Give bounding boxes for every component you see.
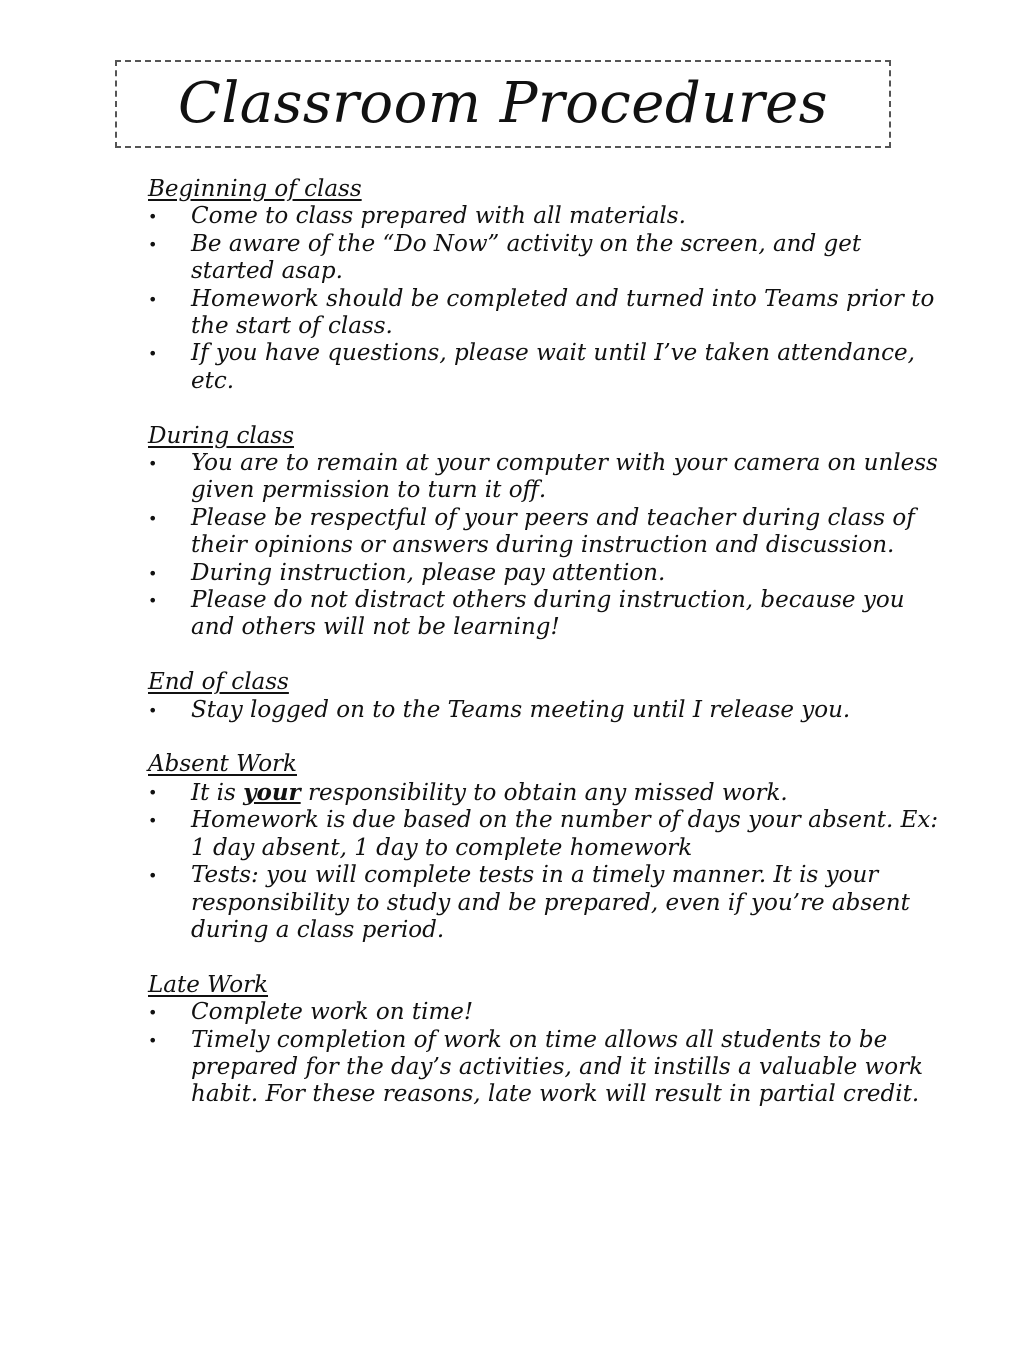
list-item — [148, 697, 951, 724]
bullet-icon: • — [148, 563, 158, 583]
section-end-of-class — [148, 669, 948, 724]
list-item — [148, 779, 951, 807]
item-text: Tests: you will complete tests in a timely manner. It is your responsibility to study and be prepared, even if you’re absent during a class period. — [191, 862, 910, 943]
item-text: Stay logged on to the Teams meeting until I release you. — [191, 696, 851, 723]
page-title: Classroom Procedures — [178, 71, 828, 136]
list-item — [148, 203, 951, 230]
section-during-class — [148, 423, 948, 642]
item-text: You are to remain at your computer with your camera on unless given permission to turn it off. — [191, 450, 938, 504]
item-list — [148, 779, 948, 944]
item-text: Come to class prepared with all materials. — [191, 203, 686, 230]
bullet-icon: • — [148, 508, 158, 528]
bullet-icon: • — [148, 1003, 158, 1023]
item-list — [148, 203, 948, 395]
item-list — [148, 450, 948, 642]
item-list — [148, 999, 948, 1109]
bullet-icon: • — [148, 454, 158, 474]
item-text: Homework is due based on the number of days your absent. Ex: 1 day absent, 1 day to complete homework — [191, 807, 939, 861]
list-item — [148, 1027, 951, 1109]
section-heading: End of class — [148, 669, 289, 696]
item-text: Please do not distract others during instruction, because you and others will not be learning! — [191, 587, 905, 641]
list-item — [148, 231, 951, 286]
section-heading: Late Work — [148, 971, 269, 998]
section-absent-work — [148, 751, 948, 944]
list-item — [148, 862, 951, 944]
bullet-icon: • — [148, 207, 158, 227]
procedures-content — [148, 176, 948, 1136]
bullet-icon: • — [148, 344, 158, 364]
item-text: Timely completion of work on time allows all students to be prepared for the day’s activities, and it instills a valuable work habit. For these reasons, late work will result in partial credit. — [191, 1026, 924, 1108]
section-heading: Beginning of class — [148, 176, 362, 202]
item-list — [148, 697, 948, 724]
bullet-icon: • — [148, 782, 158, 802]
bullet-icon: • — [148, 811, 158, 831]
item-text: Please be respectful of your peers and teacher during class of their opinions or answers during instruction and discussion. — [191, 504, 915, 559]
section-heading: During class — [148, 422, 295, 449]
bullet-icon: • — [148, 591, 158, 611]
item-text: Homework should be completed and turned into Teams prior to the start of class. — [191, 285, 935, 340]
item-text-after: responsibility to obtain any missed work. — [300, 779, 788, 806]
title-box — [115, 60, 891, 148]
bullet-icon: • — [148, 1030, 158, 1050]
section-heading: Absent Work — [148, 751, 297, 778]
list-item — [148, 807, 951, 862]
item-text: Be aware of the “Do Now” activity on the screen, and get started asap. — [191, 230, 862, 285]
bullet-icon: • — [148, 289, 158, 309]
list-item — [148, 450, 951, 505]
section-beginning-of-class — [148, 176, 948, 395]
item-text-emphasis: your — [243, 778, 301, 806]
bullet-icon: • — [148, 700, 158, 720]
item-text: Complete work on time! — [191, 999, 474, 1026]
list-item — [148, 999, 951, 1026]
item-text-before: It is — [191, 779, 244, 806]
section-late-work — [148, 972, 948, 1109]
bullet-icon: • — [148, 234, 158, 254]
item-text: If you have questions, please wait until I’ve taken attendance, etc. — [191, 340, 915, 394]
list-item — [148, 587, 951, 642]
list-item — [148, 286, 951, 341]
list-item — [148, 560, 951, 587]
bullet-icon: • — [148, 866, 158, 886]
list-item — [148, 340, 951, 395]
item-text: During instruction, please pay attention. — [191, 559, 666, 586]
list-item — [148, 505, 951, 560]
